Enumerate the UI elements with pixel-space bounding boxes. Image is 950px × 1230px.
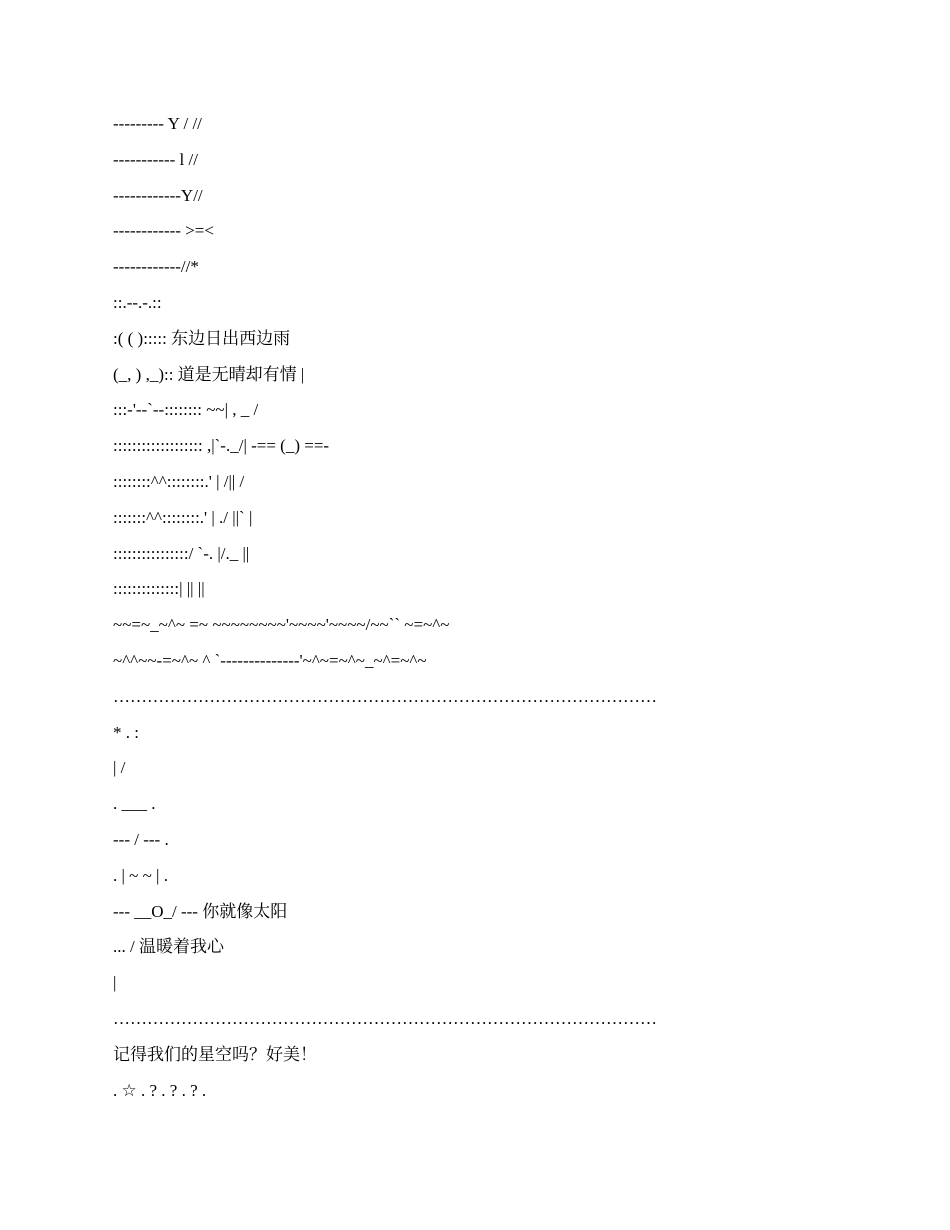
ascii-line: . | ~ ~ | . (113, 865, 168, 885)
sun-line: ... / 温暖着我心 (113, 937, 224, 957)
poem-line: (_, ) ,_):: 道是无晴却有情 | (113, 364, 305, 384)
ascii-line: * . : (113, 722, 139, 742)
ascii-line: ::::::::::::::| || || (113, 579, 205, 599)
ascii-line: --- / --- . (113, 829, 169, 849)
poem-line: :( ( )::::: 东边日出西边雨 (113, 328, 291, 348)
sun-line: --- __O_/ --- 你就像太阳 (113, 901, 288, 921)
ascii-line: :::-'--`--:::::::: ~~| , _ / (113, 400, 259, 420)
wave-line: ~^^~~-=~^~ ^ `--------------'~^~=~^~_~^=~^~ (113, 650, 427, 670)
ascii-line: | (113, 973, 117, 993)
document-page (113, 112, 813, 1114)
ascii-line: ------------Y// (113, 185, 203, 205)
ascii-line: ::::::::^^::::::::.' | /|| / (113, 471, 245, 491)
ascii-line: ----------- l // (113, 149, 198, 169)
ascii-line: ::::::::::::::::::: ,|`-._/| -== (_) ==- (113, 436, 330, 456)
wave-line: ~~=~_~^~ =~ ~~~~~~~~'~~~~'~~~~/~~`` ~=~^~ (113, 615, 450, 635)
ascii-line: --------- Y / // (113, 114, 202, 133)
ascii-line: | / (113, 758, 126, 778)
ascii-line: . ___ . (113, 794, 156, 814)
dotted-separator: …………………………………………………………………………………… (113, 1008, 657, 1028)
star-line: . ☆ . ? . ? . ? . (113, 1080, 207, 1100)
ascii-line: ------------ >=< (113, 221, 214, 241)
text-line: 记得我们的星空吗？好美！ (113, 1044, 317, 1064)
ascii-line: ------------//* (113, 257, 199, 277)
ascii-line: ::.--.-.:: (113, 292, 162, 312)
ascii-line: :::::::^^::::::::.' | ./ ||` | (113, 507, 253, 527)
dotted-separator: …………………………………………………………………………………… (113, 686, 657, 706)
ascii-line: ::::::::::::::::/ `-. |/._ || (113, 543, 250, 563)
